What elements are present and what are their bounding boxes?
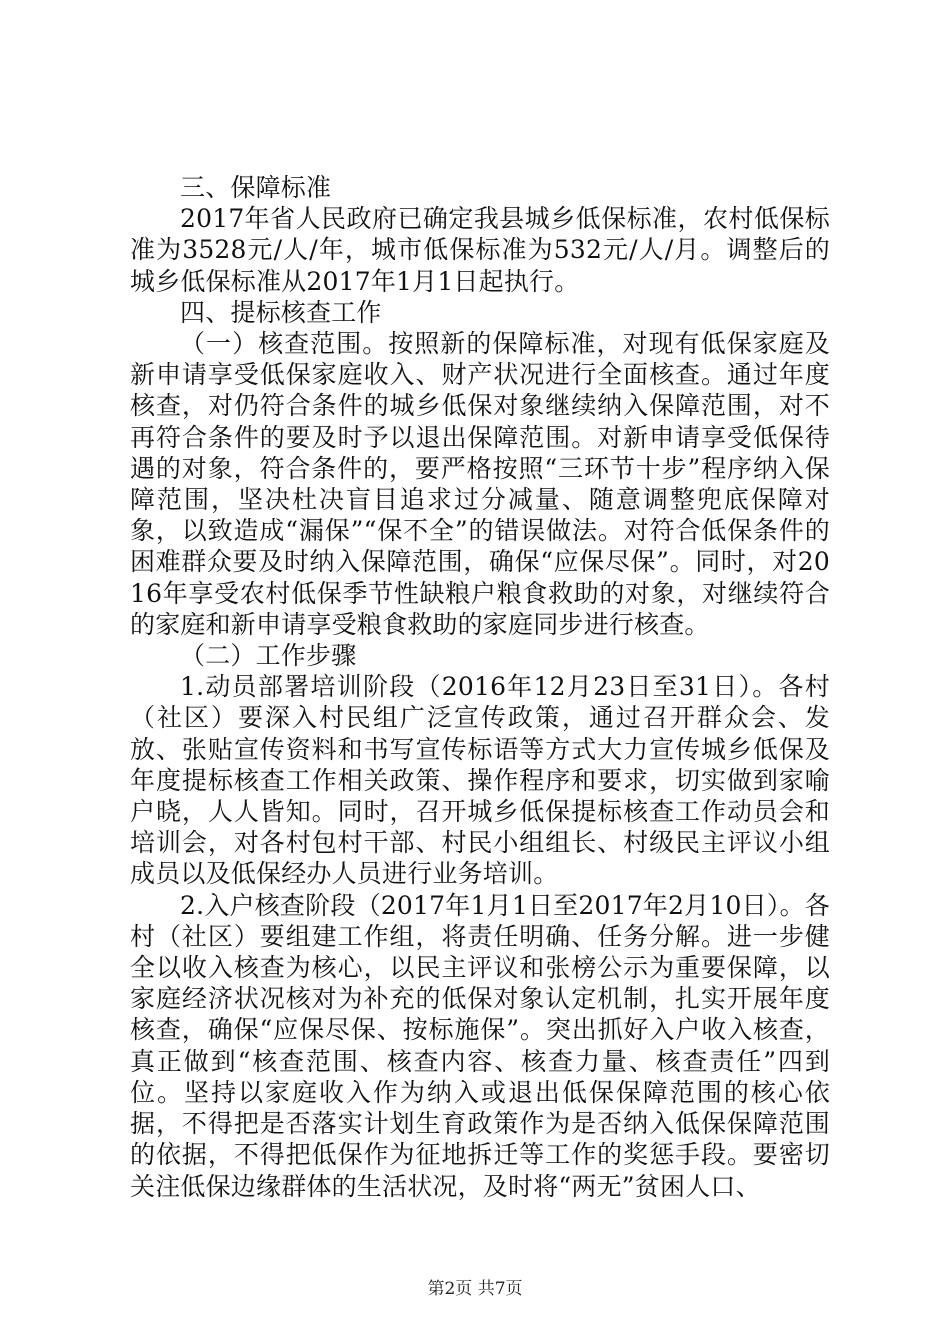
paragraph-step-2: 2.入户核查阶段（2017年1月1日至2017年2月10日）。各村（社区）要组建工作组，将责任明确、任务分解。进一步健全以收入核查为核心，以民主评议和张榜公示为重要保障，以家庭经济状况核对为补充的低保对象认定机制，扎实开展年度核查，确保“应保尽保、按标施保”。突出抓好入户收入核查，真正做到“核查范围、核查内容、核查力量、核查责任”四到位。坚持以家庭收入作为纳入或退出低保保障范围的核心依据，不得把是否落实计划生育政策作为是否纳入低保保障范围的依据，不得把低保作为征地拆迁等工作的奖惩手段。要密切关注低保边缘群体的生活状况，及时将“两无”贫困人口、 [130,890,830,1201]
section-heading-4: 四、提标核查工作 [180,297,382,327]
paragraph-standard: 2017年省人民政府已确定我县城乡低保标准，农村低保标准为3528元/人/年，城市低保标准为532元/人/月。调整后的城乡低保标准从2017年1月1日起执行。 [130,204,830,296]
subsection-heading-steps: （二）工作步骤 [180,641,357,671]
paragraph-step-1: 1.动员部署培训阶段（2016年12月23日至31日）。各村（社区）要深入村民组广泛宣传政策，通过召开群众会、发放、张贴宣传资料和书写宣传标语等方式大力宣传城乡低保及年度提标核查工作相关政策、操作程序和要求，切实做到家喻户晓，人人皆知。同时，召开城乡低保提标核查工作动员会和培训会，对各村包村干部、村民小组组长、村级民主评议小组成员以及低保经办人员进行业务培训。 [130,672,830,889]
page-footer: 第2页 共7页 [427,1279,523,1299]
document-body [130,172,830,1202]
paragraph-scope: （一）核查范围。按照新的保障标准，对现有低保家庭及新申请享受低保家庭收入、财产状况进行全面核查。通过年度核查，对仍符合条件的城乡低保对象继续纳入保障范围，对不再符合条件的要及时予以退出保障范围。对新申请享受低保待遇的对象，符合条件的，要严格按照“三环节十步”程序纳入保障范围，坚决杜决盲目追求过分减量、随意调整兜底保障对象，以致造成“漏保”“保不全”的错误做法。对符合低保条件的困难群众要及时纳入保障范围，确保“应保尽保”。同时，对2016年享受农村低保季节性缺粮户粮食救助的对象，对继续符合的家庭和新申请享受粮食救助的家庭同步进行核查。 [130,329,830,639]
section-heading-3: 三、保障标准 [180,173,332,202]
